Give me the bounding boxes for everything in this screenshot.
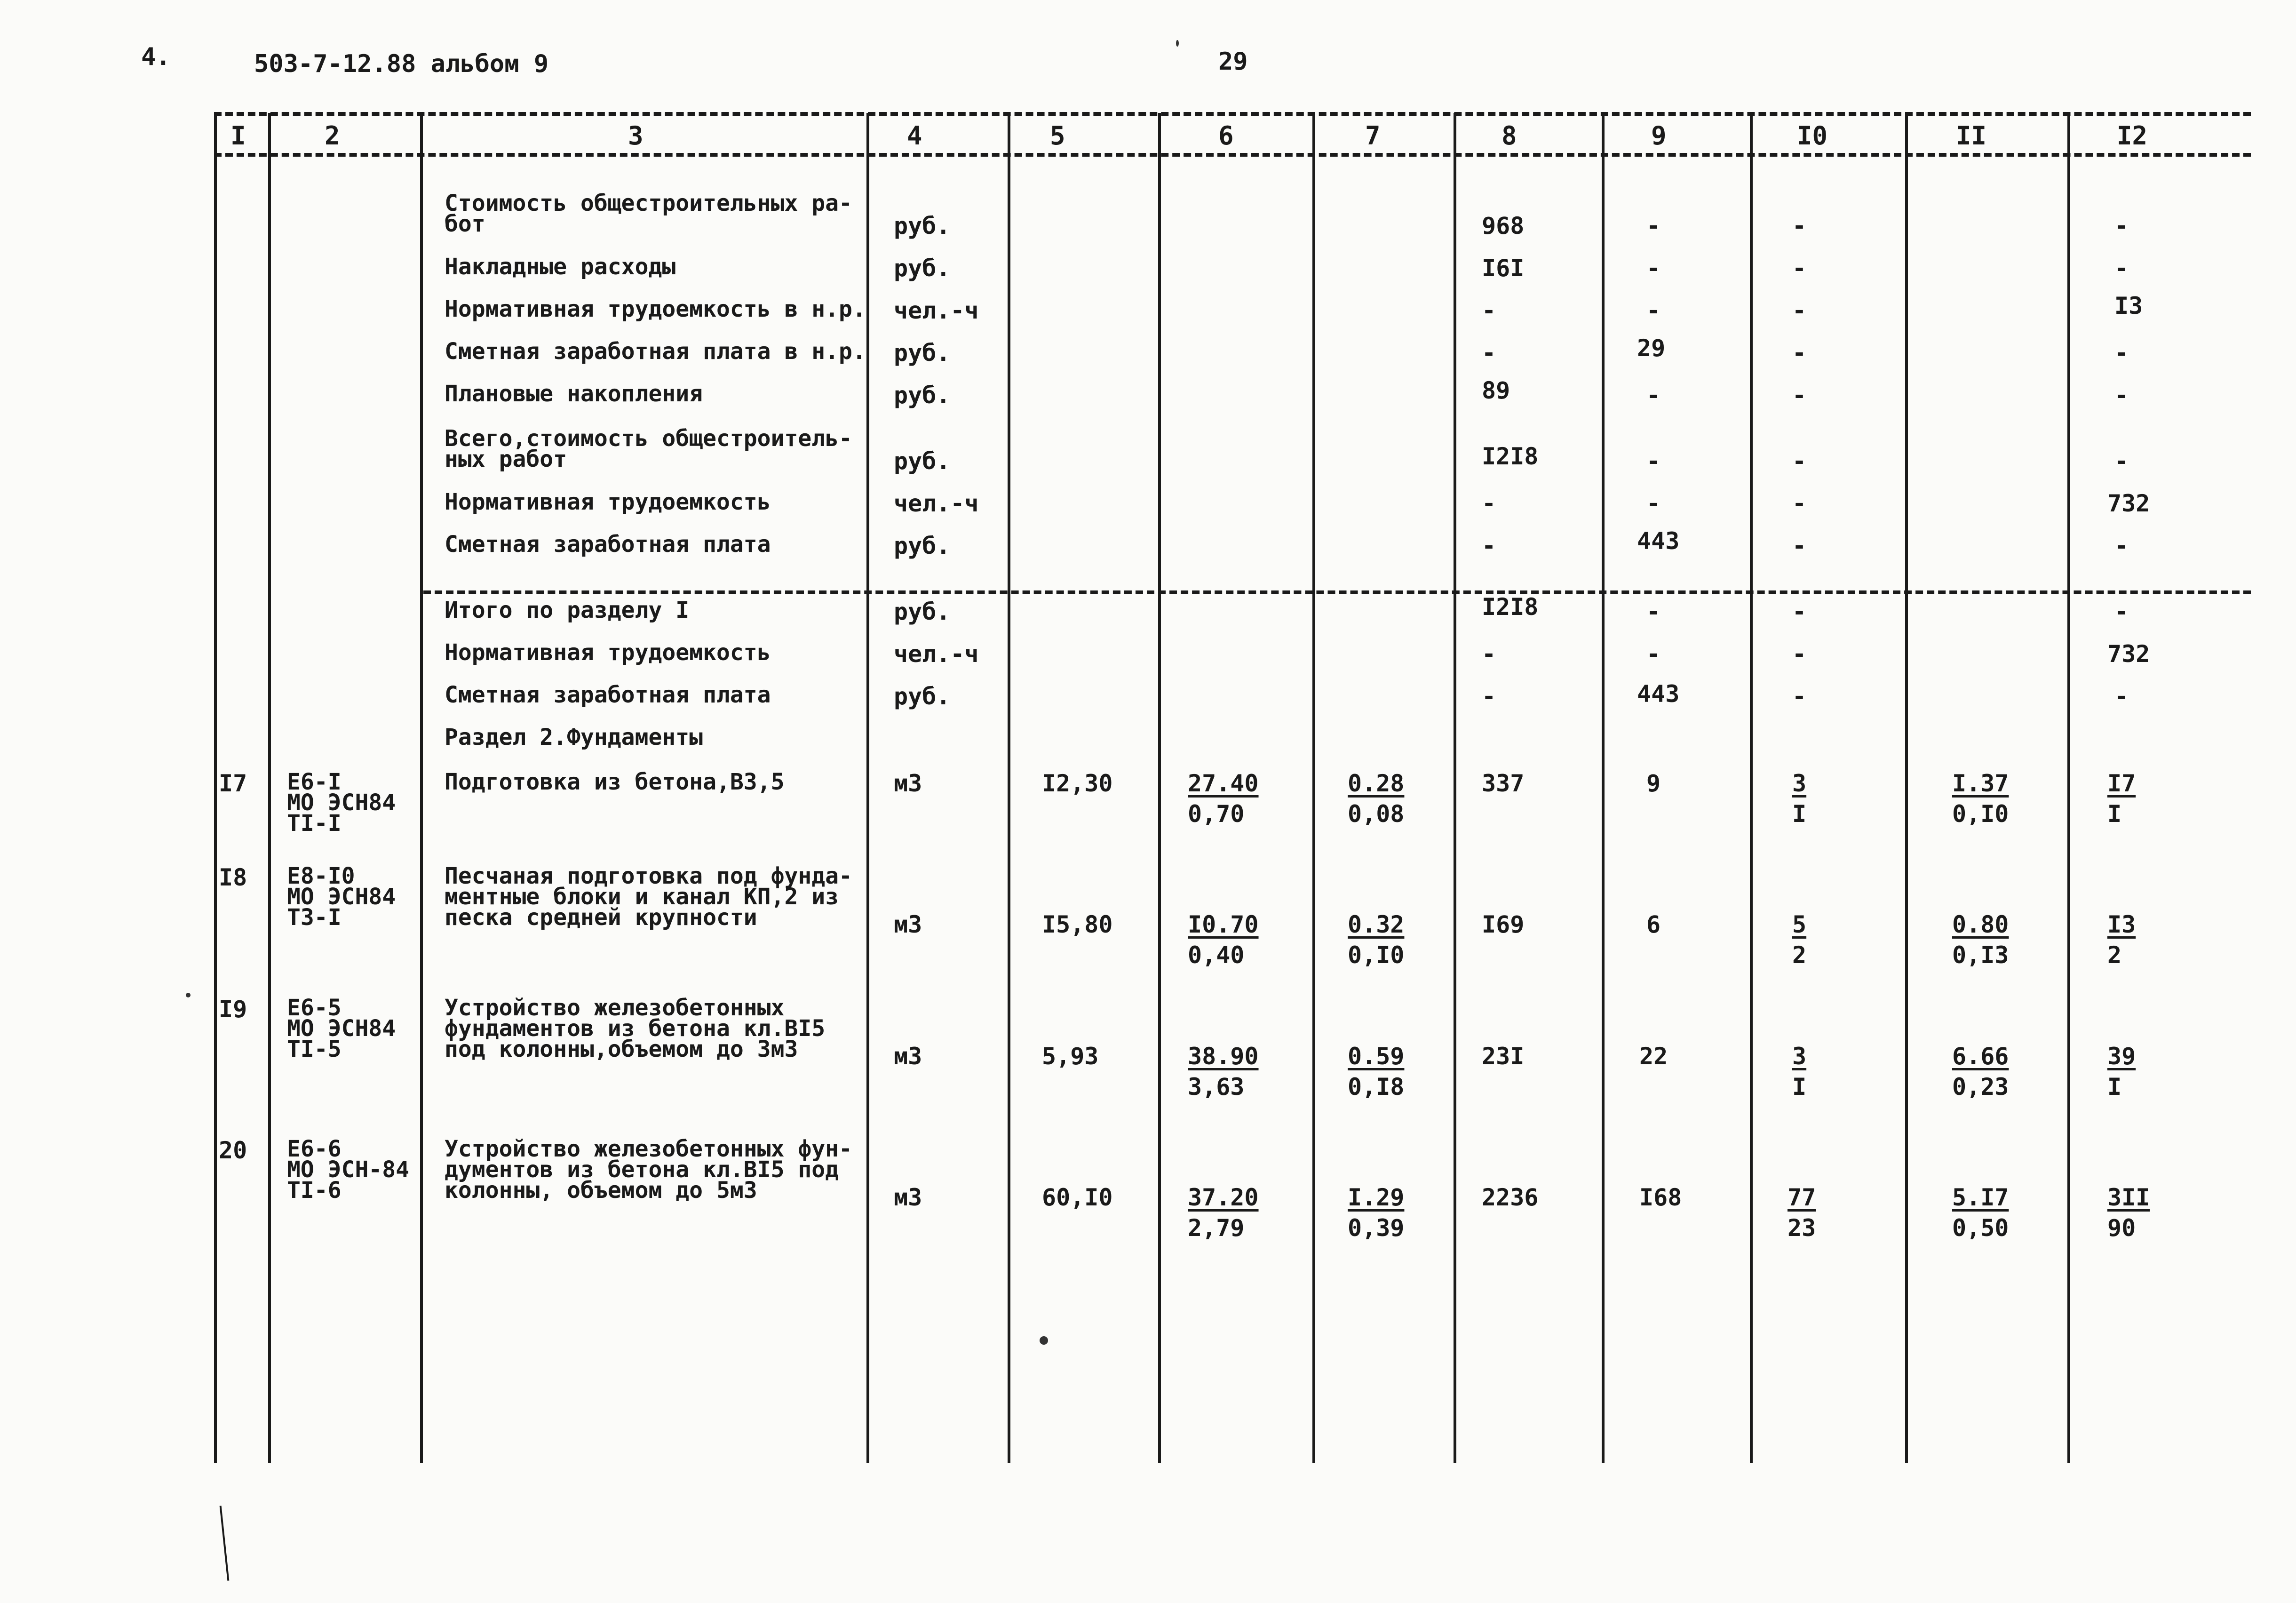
item-col11-top: I.37 <box>1952 770 2009 797</box>
row-col12: - <box>2114 598 2129 625</box>
item-col10-top: 3 <box>1792 1043 1807 1070</box>
item-description: Устройство железобетонных фун- дументов из бетона кл.ВI5 под колонны, объемом до 5м3 <box>445 1136 852 1204</box>
column-rule <box>1008 113 1010 1463</box>
item-number: I7 <box>219 770 247 797</box>
row-unit: руб. <box>894 382 951 409</box>
row-unit: руб. <box>894 683 951 710</box>
row-description: Сметная заработная плата <box>445 682 771 708</box>
column-rule <box>1312 113 1315 1463</box>
row-col9: - <box>1646 598 1661 625</box>
column-number-header: I <box>230 121 246 151</box>
row-col10: - <box>1792 532 1807 559</box>
row-unit: чел.-ч <box>894 490 979 517</box>
item-col7-bottom: 0,I0 <box>1348 941 1405 969</box>
row-col10: - <box>1792 598 1807 625</box>
scan-speck <box>1176 40 1179 47</box>
column-rule <box>1602 113 1605 1463</box>
row-col12: - <box>2114 683 2129 710</box>
item-col7-top: 0.59 <box>1348 1043 1405 1070</box>
page-number: 29 <box>1218 48 1248 76</box>
row-col9: - <box>1646 447 1661 475</box>
column-rule <box>268 113 271 1463</box>
column-number-header: 5 <box>1050 121 1065 151</box>
column-rule <box>1905 113 1908 1463</box>
row-col8: - <box>1482 640 1496 668</box>
item-col6-top: I0.70 <box>1188 911 1259 938</box>
row-col9: - <box>1646 490 1661 517</box>
row-col10: - <box>1792 447 1807 475</box>
row-unit: руб. <box>894 255 951 282</box>
row-col9: - <box>1646 640 1661 668</box>
row-description: Стоимость общестроительных ра- бот <box>445 190 852 237</box>
row-col12: - <box>2114 447 2129 475</box>
row-col8: - <box>1482 683 1496 710</box>
row-col8: I2I8 <box>1482 443 1539 470</box>
column-rule <box>866 113 869 1463</box>
row-col12: - <box>2114 212 2129 239</box>
row-col9: - <box>1646 297 1661 324</box>
row-col10: - <box>1792 683 1807 710</box>
scan-speck <box>1040 1336 1048 1345</box>
item-quantity: 60,I0 <box>1042 1184 1113 1211</box>
item-col7-bottom: 0,08 <box>1348 800 1405 828</box>
item-unit: м3 <box>894 770 922 797</box>
item-col7-bottom: 0,I8 <box>1348 1073 1405 1101</box>
scan-speck <box>186 993 191 997</box>
row-col9: 443 <box>1637 527 1680 555</box>
row-unit: чел.-ч <box>894 640 979 668</box>
row-col10: - <box>1792 255 1807 282</box>
column-rule <box>420 113 423 1463</box>
row-description: Нормативная трудоемкость <box>445 639 771 666</box>
item-col6-top: 37.20 <box>1188 1184 1259 1211</box>
item-col10-top: 5 <box>1792 911 1807 938</box>
item-code: Е6-I МО ЭСН84 ТI-I <box>287 769 396 837</box>
row-unit: руб. <box>894 339 951 367</box>
row-col10: - <box>1792 640 1807 668</box>
item-col7-top: 0.32 <box>1348 911 1405 938</box>
row-description: Плановые накопления <box>445 381 703 407</box>
row-description: Нормативная трудоемкость <box>445 489 771 515</box>
item-col9: 9 <box>1646 770 1661 797</box>
item-col11-top: 0.80 <box>1952 911 2009 938</box>
item-col11-bottom: 0,I0 <box>1952 800 2009 828</box>
row-col9: - <box>1646 212 1661 239</box>
column-number-header: II <box>1956 121 1987 151</box>
column-number-header: 4 <box>907 121 922 151</box>
column-rule <box>214 113 217 1463</box>
column-number-header: 2 <box>325 121 340 151</box>
row-col12: 732 <box>2107 490 2150 517</box>
item-col12-bottom: I <box>2107 800 2122 828</box>
item-description: Песчаная подготовка под фунда- ментные блоки и канал КП,2 из песка средней крупности <box>445 863 852 931</box>
row-unit: руб. <box>894 598 951 625</box>
item-col10-top: 77 <box>1788 1184 1816 1211</box>
row-col10: - <box>1792 212 1807 239</box>
row-col10: - <box>1792 490 1807 517</box>
scan-pen-stroke <box>220 1506 230 1581</box>
section-title: Раздел 2.Фундаменты <box>445 724 703 750</box>
item-col7-top: I.29 <box>1348 1184 1405 1211</box>
row-col8: - <box>1482 297 1496 324</box>
item-col6-bottom: 3,63 <box>1188 1073 1245 1101</box>
item-col9: I68 <box>1639 1184 1682 1211</box>
item-col9: 6 <box>1646 911 1661 938</box>
item-col6-top: 27.40 <box>1188 770 1259 797</box>
item-col7-top: 0.28 <box>1348 770 1405 797</box>
item-number: I9 <box>219 996 247 1023</box>
row-description: Нормативная трудоемкость в н.р. <box>445 296 866 322</box>
row-col12: - <box>2114 532 2129 559</box>
column-rule <box>1158 113 1161 1463</box>
item-col12-bottom: 2 <box>2107 941 2122 969</box>
item-col6-top: 38.90 <box>1188 1043 1259 1070</box>
item-unit: м3 <box>894 1043 922 1070</box>
item-col12-top: 3II <box>2107 1184 2150 1211</box>
row-unit: руб. <box>894 532 951 559</box>
row-description: Сметная заработная плата в н.р. <box>445 338 866 365</box>
item-code: Е8-I0 МО ЭСН84 Т3-I <box>287 863 396 931</box>
row-col8: 89 <box>1482 377 1510 404</box>
item-col10-bottom: 23 <box>1788 1214 1816 1242</box>
column-number-header: I2 <box>2117 121 2148 151</box>
row-col12: - <box>2114 382 2129 409</box>
row-col12: - <box>2114 255 2129 282</box>
column-number-header: 3 <box>628 121 644 151</box>
table-header-dashed-rule <box>214 153 2251 157</box>
item-col10-bottom: I <box>1792 800 1807 828</box>
item-quantity: I2,30 <box>1042 770 1113 797</box>
document-code: 503-7-12.88 альбом 9 <box>254 50 549 78</box>
item-col11-top: 5.I7 <box>1952 1184 2009 1211</box>
item-col6-bottom: 2,79 <box>1188 1214 1245 1242</box>
column-number-header: 8 <box>1502 121 1517 151</box>
row-col8: - <box>1482 532 1496 559</box>
table-top-dashed-rule <box>214 112 2251 116</box>
item-code: Е6-5 МО ЭСН84 ТI-5 <box>287 995 396 1062</box>
item-col11-bottom: 0,50 <box>1952 1214 2009 1242</box>
row-col9: - <box>1646 255 1661 282</box>
row-description: Сметная заработная плата <box>445 531 771 558</box>
row-col8: I2I8 <box>1482 593 1539 621</box>
row-col8: - <box>1482 339 1496 367</box>
column-rule <box>1750 113 1753 1463</box>
row-col9: 443 <box>1637 680 1680 708</box>
row-col8: - <box>1482 490 1496 517</box>
column-number-header: 6 <box>1218 121 1234 151</box>
row-col8: I6I <box>1482 255 1525 282</box>
section-separator-dashed-rule <box>423 590 2251 594</box>
item-col12-top: I3 <box>2107 911 2136 938</box>
column-rule <box>1454 113 1456 1463</box>
item-unit: м3 <box>894 911 922 938</box>
column-number-header: I0 <box>1797 121 1828 151</box>
item-col9: 22 <box>1639 1043 1668 1070</box>
item-number: 20 <box>219 1137 247 1164</box>
row-col8: 968 <box>1482 212 1525 239</box>
column-number-header: 7 <box>1365 121 1381 151</box>
row-col12: I3 <box>2114 292 2143 319</box>
item-number: I8 <box>219 864 247 891</box>
item-col8: 337 <box>1482 770 1525 797</box>
item-description: Устройство железобетонных фундаментов из бетона кл.ВI5 под колонны,объемом до 3м3 <box>445 995 826 1062</box>
row-unit: руб. <box>894 212 951 239</box>
item-col8: 2236 <box>1482 1184 1539 1211</box>
row-col10: - <box>1792 382 1807 409</box>
row-col10: - <box>1792 339 1807 367</box>
item-description: Подготовка из бетона,В3,5 <box>445 769 785 795</box>
row-col12: 732 <box>2107 640 2150 668</box>
column-rule <box>2067 113 2070 1463</box>
item-col7-bottom: 0,39 <box>1348 1214 1405 1242</box>
row-description: Накладные расходы <box>445 254 676 280</box>
row-col10: - <box>1792 297 1807 324</box>
item-col8: I69 <box>1482 911 1525 938</box>
row-description: Всего,стоимость общестроитель- ных работ <box>445 425 852 472</box>
column-number-header: 9 <box>1651 121 1667 151</box>
item-col10-bottom: I <box>1792 1073 1807 1101</box>
item-unit: м3 <box>894 1184 922 1211</box>
row-col9: - <box>1646 382 1661 409</box>
item-col12-bottom: I <box>2107 1073 2122 1101</box>
row-description: Итого по разделу I <box>445 597 690 623</box>
row-unit: чел.-ч <box>894 297 979 324</box>
item-quantity: 5,93 <box>1042 1043 1099 1070</box>
item-col11-top: 6.66 <box>1952 1043 2009 1070</box>
item-code: Е6-6 МО ЭСН-84 ТI-6 <box>287 1136 410 1204</box>
corner-mark: 4. <box>141 43 171 71</box>
item-col11-bottom: 0,I3 <box>1952 941 2009 969</box>
item-col12-top: I7 <box>2107 770 2136 797</box>
row-unit: руб. <box>894 447 951 475</box>
row-col9: 29 <box>1637 335 1666 362</box>
item-quantity: I5,80 <box>1042 911 1113 938</box>
row-col12: - <box>2114 339 2129 367</box>
item-col12-bottom: 90 <box>2107 1214 2136 1242</box>
item-col10-top: 3 <box>1792 770 1807 797</box>
item-col6-bottom: 0,40 <box>1188 941 1245 969</box>
item-col6-bottom: 0,70 <box>1188 800 1245 828</box>
item-col10-bottom: 2 <box>1792 941 1807 969</box>
item-col8: 23I <box>1482 1043 1525 1070</box>
item-col11-bottom: 0,23 <box>1952 1073 2009 1101</box>
item-col12-top: 39 <box>2107 1043 2136 1070</box>
